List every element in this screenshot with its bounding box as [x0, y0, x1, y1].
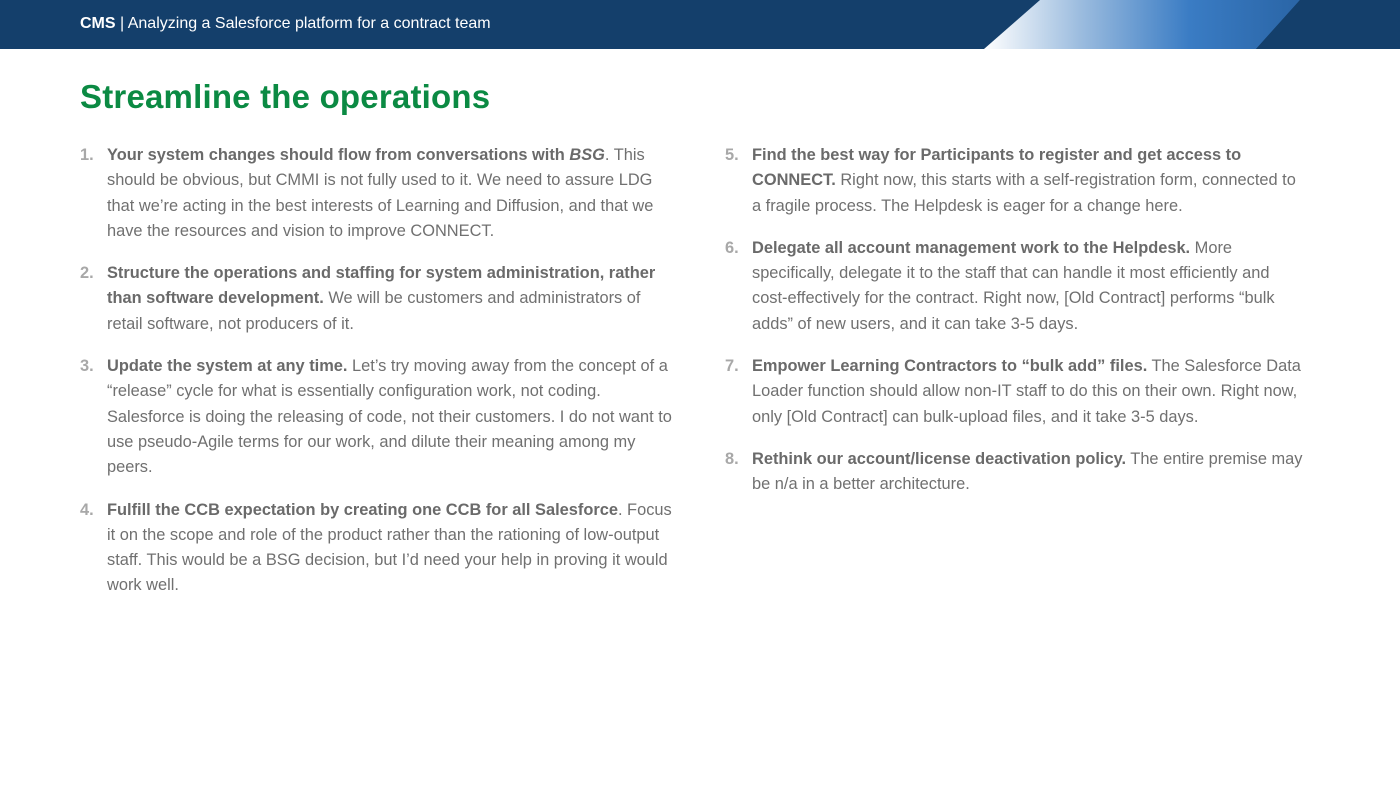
item-lead-text: Your system changes should flow from conversations with [107, 146, 570, 164]
item-number: 8. [725, 449, 739, 468]
header-decoration [980, 0, 1400, 49]
list-item [80, 261, 672, 337]
item-lead [107, 146, 605, 164]
list-item [80, 143, 672, 244]
list-item [725, 236, 1305, 337]
header-bar [0, 0, 1400, 49]
item-lead: Delegate all account management work to the Helpdesk. [752, 238, 1191, 257]
item-body: . This should be obvious, but CMMI is not fully used to it. We need to assure LDG that we’re acting in the best interests of Learning and Diffusion, and that we have the resources and vision to improve CONNECT. [107, 146, 654, 240]
header-subtitle: Analyzing a Salesforce platform for a contract team [127, 15, 491, 32]
item-body: More specifically, delegate it to the staff that can handle it most efficiently and cost-effectively for the contract. Right now, [Old Contract] performs “bulk adds” of new users, and it can take 3-5 days. [752, 238, 1275, 333]
item-lead: Rethink our account/license deactivation policy. [752, 449, 1127, 468]
item-lead: Update the system at any time. [107, 357, 348, 376]
list-item [80, 498, 672, 599]
list-item [80, 354, 672, 480]
item-body: The entire premise may be n/a in a better architecture. [752, 449, 1303, 494]
item-body: Let’s try moving away from the concept of a “release” cycle for what is essentially configuration work, not coding. Salesforce is doing the releasing of code, not their customers. I do not want to use pseudo-Agile terms for our work, and dilute their meaning among my peers. [107, 357, 672, 477]
left-column [80, 143, 672, 616]
item-number: 2. [80, 264, 94, 283]
item-number: 7. [725, 357, 739, 376]
item-number: 3. [80, 357, 94, 376]
list-item [725, 447, 1305, 498]
item-number: 1. [80, 146, 94, 164]
page-title: Streamline the operations [80, 78, 491, 115]
header-title [80, 0, 491, 47]
item-number: 4. [80, 500, 94, 519]
item-lead: Structure the operations and staffing for system administration, rather than software development. [107, 264, 656, 308]
right-column [725, 143, 1305, 515]
item-body: We will be customers and administrators of retail software, not producers of it. [107, 289, 641, 333]
item-lead: Fulfill the CCB expectation by creating one CCB for all Salesforce [107, 500, 618, 519]
item-body: The Salesforce Data Loader function should allow non-IT staff to do this on their own. Right now, only [Old Contract] can bulk-upload files, and it take 3-5 days. [752, 357, 1301, 426]
header-separator: | [115, 15, 128, 32]
list-item [725, 143, 1305, 219]
item-number: 5. [725, 146, 739, 164]
item-number: 6. [725, 238, 739, 257]
item-lead-emphasis: BSG [569, 146, 605, 164]
item-lead: Find the best way for Participants to register and get access to CONNECT. [752, 146, 1242, 190]
item-lead: Empower Learning Contractors to “bulk add” files. [752, 357, 1148, 376]
item-body: . Focus it on the scope and role of the product rather than the rationing of low-output staff. This would be a BSG decision, but I’d need your help in proving it would work well. [107, 500, 672, 595]
item-body: Right now, this starts with a self-registration form, connected to a fragile process. The Helpdesk is eager for a change here. [752, 171, 1296, 215]
header-org: CMS [80, 15, 116, 32]
list-item [725, 354, 1305, 430]
